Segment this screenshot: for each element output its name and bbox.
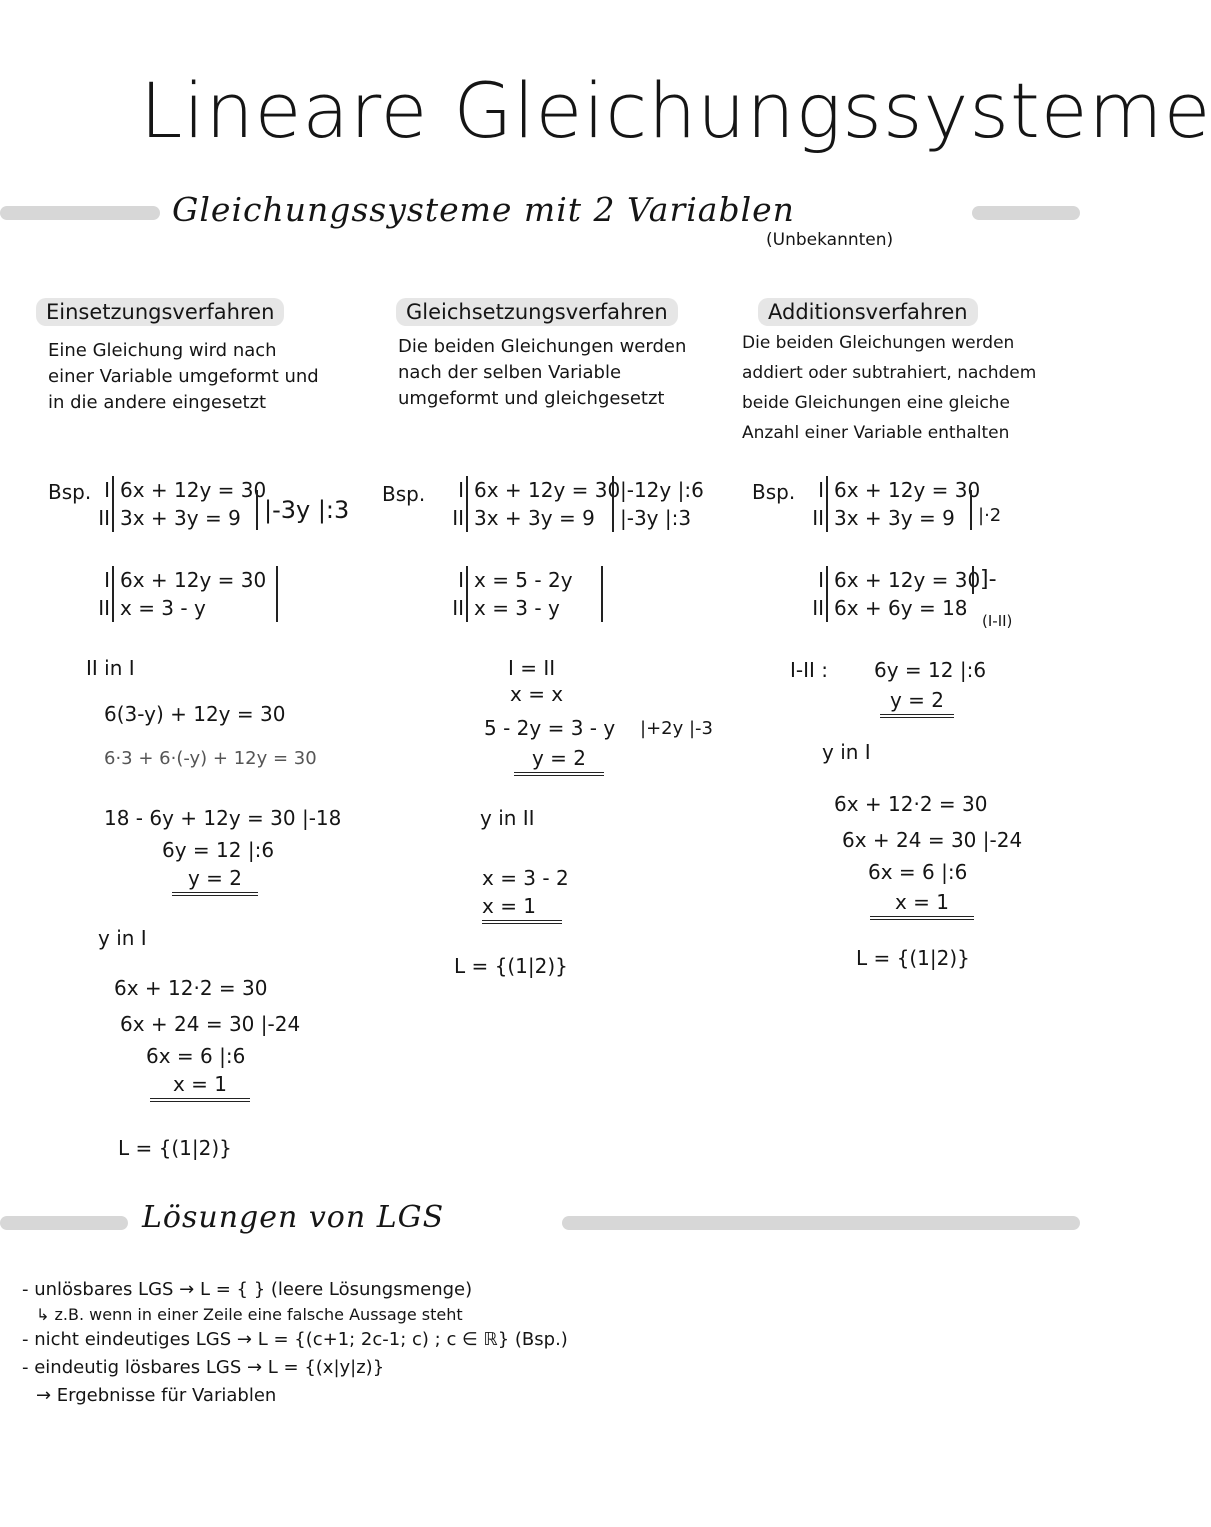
gleichsetzung-line2-1: x = 3 - 2: [482, 866, 569, 890]
addition-y-in: y in I: [822, 740, 871, 764]
addition-sys2-op-note: (I-II): [982, 612, 1013, 630]
einsetzung-line-1: 6(3-y) + 12y = 30: [104, 702, 286, 726]
gleichsetzung-sys1-labels: I II: [452, 478, 464, 530]
equation: x = 5 - 2y: [474, 568, 573, 592]
solutions-band-left: [0, 1216, 128, 1230]
addition-sys1-labels: I II: [812, 478, 824, 530]
solutions-band-right: [562, 1216, 1080, 1230]
gleichsetzung-title: Gleichsetzungsverfahren: [396, 298, 678, 326]
addition-line2-3: 6x = 6 |:6: [868, 860, 968, 884]
addition-line-1: 6y = 12 |:6: [874, 658, 987, 682]
list-item: - eindeutig lösbares LGS → L = {(x|y|z)}: [22, 1357, 385, 1378]
einsetzung-sys2: [112, 566, 278, 622]
einsetzung-line2-3: 6x = 6 |:6: [146, 1044, 246, 1068]
einsetzung-line-4: 6y = 12 |:6: [162, 838, 275, 862]
addition-diff-label: I-II :: [790, 658, 829, 682]
subtitle-note: (Unbekannten): [766, 230, 894, 250]
equation: 3x + 3y = 9: [834, 506, 955, 530]
einsetzung-sys1-labels: I II: [98, 478, 110, 530]
einsetzung-solution: L = {(1|2)}: [118, 1136, 232, 1160]
einsetzung-line2-1: 6x + 12·2 = 30: [114, 976, 268, 1000]
gleichsetzung-line-1: 5 - 2y = 3 - y: [484, 716, 616, 740]
equation: 6x + 12y = 30: [834, 568, 981, 592]
addition-sys1-op: |·2: [970, 490, 1001, 530]
equation: x = 3 - y: [474, 596, 560, 620]
gleichsetzung-line-op: |+2y |-3: [640, 718, 713, 739]
addition-sys2-labels: I II: [812, 568, 824, 620]
section-subtitle: Gleichungssysteme mit 2 Variablen: [172, 190, 795, 229]
equation: 6x + 12y = 30: [474, 478, 621, 502]
einsetzung-line-2: 6·3 + 6·(-y) + 12y = 30: [104, 748, 317, 769]
einsetzung-description: Eine Gleichung wird nach einer Variable umgeformt und in die andere eingesetzt: [48, 340, 319, 413]
solutions-title: Lösungen von LGS: [142, 1200, 445, 1235]
einsetzung-sys1: [112, 476, 266, 532]
solutions-list: [22, 1276, 568, 1410]
addition-sys1: [826, 476, 980, 532]
equation: 6x + 12y = 30: [120, 568, 267, 592]
gleichsetzung-eq-line: x = x: [510, 682, 564, 706]
einsetzung-title: Einsetzungsverfahren: [36, 298, 284, 326]
gleichsetzung-bsp-label: Bsp.: [382, 482, 426, 506]
list-item: → Ergebnisse für Variablen: [36, 1385, 277, 1406]
addition-description: Die beiden Gleichungen werden addiert oder subtrahiert, nachdem beide Gleichungen eine gleiche Anzahl einer Variable enthalten: [742, 333, 1037, 443]
list-item: - unlösbares LGS → L = { } (leere Lösungsmenge): [22, 1279, 473, 1300]
einsetzung-sys1-op: |-3y |:3: [256, 490, 349, 530]
addition-solution: L = {(1|2)}: [856, 946, 970, 970]
addition-line2-1: 6x + 12·2 = 30: [834, 792, 988, 816]
einsetzung-line2-4: x = 1: [150, 1072, 250, 1102]
addition-bsp-label: Bsp.: [752, 480, 796, 504]
einsetzung-sys2-labels: I II: [98, 568, 110, 620]
gleichsetzung-sys1-ops: |-12y |:6 |-3y |:3: [612, 476, 704, 532]
subtitle-band-right: [972, 206, 1080, 220]
equation: 6x + 12y = 30: [120, 478, 267, 502]
equation: 6x + 12y = 30: [834, 478, 981, 502]
gleichsetzung-line-2: y = 2: [514, 746, 604, 776]
einsetzung-y-in: y in I: [98, 926, 147, 950]
einsetzung-line2-2: 6x + 24 = 30 |-24: [120, 1012, 301, 1036]
einsetzung-line-5: y = 2: [172, 866, 258, 896]
gleichsetzung-line2-2: x = 1: [482, 894, 562, 924]
addition-line2-4: x = 1: [870, 890, 974, 920]
page-title: Lineare Gleichungssysteme: [140, 66, 1211, 155]
subtitle-band-left: [0, 206, 160, 220]
equation: 6x + 6y = 18: [834, 596, 968, 620]
addition-line2-2: 6x + 24 = 30 |-24: [842, 828, 1023, 852]
addition-title: Additionsverfahren: [758, 298, 978, 326]
einsetzung-line-3: 18 - 6y + 12y = 30 |-18: [104, 806, 342, 830]
gleichsetzung-sys2: [466, 566, 603, 622]
gleichsetzung-solution: L = {(1|2)}: [454, 954, 568, 978]
gleichsetzung-y-in: y in II: [480, 806, 535, 830]
gleichsetzung-eq-label: I = II: [508, 656, 556, 680]
equation: 3x + 3y = 9: [120, 506, 241, 530]
equation: x = 3 - y: [120, 596, 206, 620]
einsetzung-bsp-label: Bsp.: [48, 480, 92, 504]
equation: 3x + 3y = 9: [474, 506, 595, 530]
addition-line-2: y = 2: [880, 688, 954, 718]
gleichsetzung-sys2-labels: I II: [452, 568, 464, 620]
addition-sys2: [826, 566, 980, 622]
einsetzung-step-label: II in I: [86, 656, 135, 680]
list-item: ↳ z.B. wenn in einer Zeile eine falsche Aussage steht: [36, 1305, 463, 1324]
addition-sys2-op: ]-: [972, 566, 997, 594]
gleichsetzung-description: Die beiden Gleichungen werden nach der selben Variable umgeformt und gleichgesetzt: [398, 336, 687, 409]
gleichsetzung-sys1: [466, 476, 620, 532]
list-item: - nicht eindeutiges LGS → L = {(c+1; 2c-1; c) ; c ∈ ℝ} (Bsp.): [22, 1329, 568, 1350]
